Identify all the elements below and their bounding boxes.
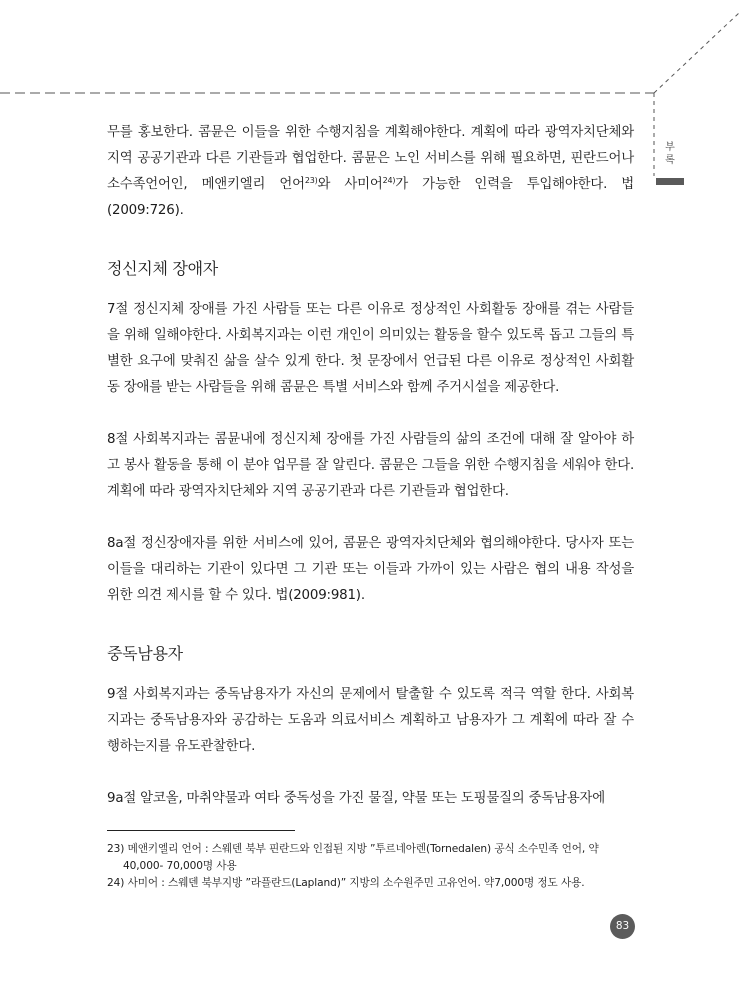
- page-number-badge: 83: [610, 914, 635, 939]
- side-tab-char-1: 부: [665, 142, 675, 153]
- footnote-ref-23[interactable]: 23): [304, 176, 318, 185]
- footnote-24: 24) 사미어 : 스웨덴 북부지방 ”라플란드(Lapland)” 지방의 소수원주민 고유언어. 약7,000명 정도 사용.: [107, 877, 585, 889]
- section-8-paragraph: 8절 사회복지과는 콤뮨내에 정신지체 장애를 가진 사람들의 삶의 조건에 대해 잘 알아야 하고 봉사 활동을 통해 이 분야 업무를 잘 알린다. 콤뮨은 그들을 위한 수행지침을 세워야 한다. 계획에 따라 광역자치단체와 지역 공공기관과 다른 기관들과 협업한다.: [107, 432, 634, 499]
- section-9-paragraph: 9절 사회복지과는 중독남용자가 자신의 문제에서 탈출할 수 있도록 적극 역할 한다. 사회복지과는 중독남용자와 공감하는 도움과 의료서비스 계획하고 남용자가 그 계획에 따라 잘 수행하는지를 유도관찰한다.: [107, 687, 634, 754]
- section-8a-paragraph: 8a절 정신장애자를 위한 서비스에 있어, 콤뮨은 광역자치단체와 협의해야한다. 당사자 또는 이들을 대리하는 기관이 있다면 그 기관 또는 이들과 가까이 있는 사람은 협의 내용 작성을 위한 의견 제시를 할 수 있다. 법(2009:981).: [107, 536, 634, 603]
- section-heading-substance-abusers: 중독남용자: [107, 644, 183, 663]
- footnote-ref-24[interactable]: 24): [382, 176, 396, 185]
- main-content: [107, 120, 634, 812]
- footnote-divider: [107, 830, 295, 831]
- intro-paragraph: [107, 120, 634, 224]
- appendix-side-tab: [659, 141, 681, 167]
- intro-text: 무를 홍보한다. 콤뮨은 이들을 위한 수행지침을 계획해야한다. 계획에 따라 광역자치단체와 지역 공공기관과 다른 기관들과 협업한다. 콤뮨은 노인 서비스를 위해 필요하면, 핀란드어나 소수족언어인, 메앤키엘리 언어: [107, 125, 634, 192]
- dashed-diagonal-rule: [654, 12, 740, 93]
- footnote-23: 23) 메앤키엘리 언어 : 스웨덴 북부 핀란드와 인접된 지방 ”투르네아렌(Tornedalen) 공식 소수민족 언어, 약40,000- 70,000명 사용: [107, 843, 599, 872]
- side-tab-bar: [656, 178, 684, 185]
- section-heading-intellectual-disability: 정신지체 장애자: [107, 259, 218, 278]
- side-tab-char-2: 록: [665, 155, 675, 166]
- intro-text-mid: 와 사미어: [317, 177, 383, 192]
- intro-text-end: 가 가능한 인력을 투입해야한다. 법(2009:726).: [107, 177, 635, 218]
- footnotes: [107, 841, 634, 892]
- section-7-paragraph: 7절 정신지체 장애를 가진 사람들 또는 다른 이유로 정상적인 사회활동 장애를 겪는 사람들을 위해 일해야한다. 사회복지과는 이런 개인이 의미있는 활동을 할수 있도록 돕고 그들의 특별한 요구에 맞춰진 삶을 살수 있게 한다. 첫 문장에서 언급된 다른 이유로 정상적인 사회활동 장애를 받는 사람들을 위해 콤뮨은 특별 서비스와 함께 주거시설을 제공한다.: [107, 302, 634, 395]
- section-9a-paragraph: 9a절 알코올, 마취약물과 여타 중독성을 가진 물질, 약물 또는 도핑물질의 중독남용자에: [107, 791, 606, 806]
